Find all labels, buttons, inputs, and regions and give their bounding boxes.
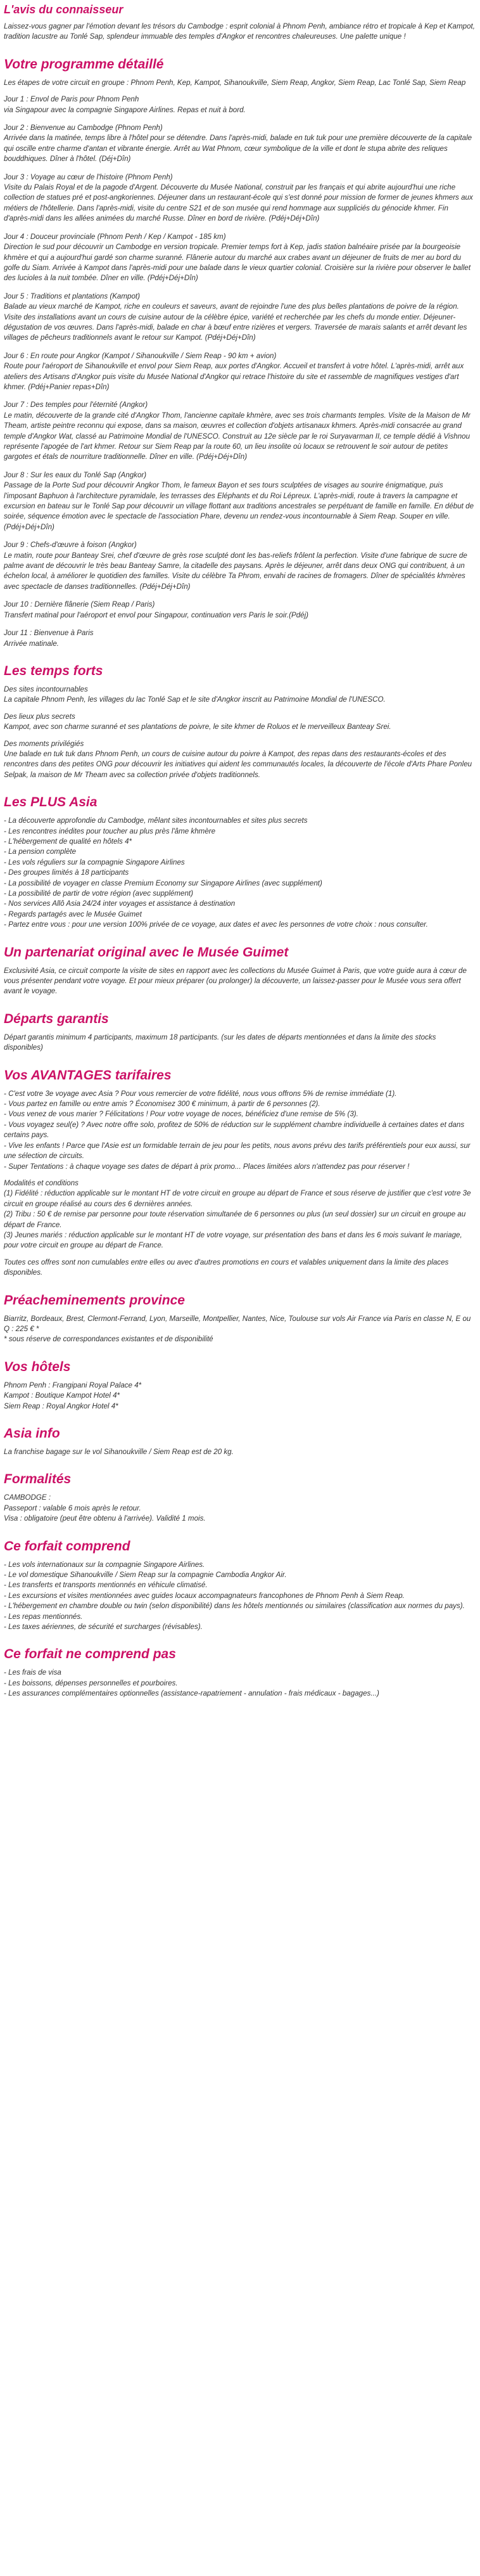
- day-list: [4, 94, 475, 649]
- day-heading: Jour 2 : Bienvenue au Cambodge (Phnom Penh): [4, 124, 163, 132]
- day-item: [4, 400, 475, 462]
- list-item: (2) Tribu : 50 € de remise par personne pour toute réservation simultanée de 6 personnes ou plus (un seul dossier) sur un circuit en groupe au départ de France.: [4, 1210, 466, 1229]
- avantages-footer: Toutes ces offres sont non cumulables entre elles ou avec d'autres promotions en cours et valables uniquement dans la limite des places disponibles.: [4, 1258, 449, 1277]
- list-item: - C'est votre 3e voyage avec Asia ? Pour vous remercier de votre fidélité, nous vous offrons 5% de remise immédiate (1).: [4, 1089, 397, 1098]
- day-heading: Jour 6 : En route pour Angkor (Kampot / Sihanoukville / Siem Reap - 90 km + avion): [4, 351, 277, 360]
- list-item: - Les transferts et transports mentionnés en véhicule climatisé.: [4, 1581, 208, 1590]
- section-title: Un partenariat original avec le Musée Guimet: [4, 944, 289, 960]
- formalites-line: CAMBODGE :: [4, 1493, 51, 1502]
- list-item: - Vous venez de vous marier ? Félicitations ! Pour votre voyage de noces, bénéficiez d'une remise de 5% (3).: [4, 1110, 358, 1119]
- day-description: Route pour l'aéroport de Sihanoukville et envol pour Siem Reap, aux portes d'Angkor. Accueil et transfert à votre hôtel. L'après-midi, arrêt aux ateliers des Artisans d'Angkor puis visite du Musée National d'Angkor qui retrace l'histoire du site et rassemble de magnifiques vestiges d'art khmer. (Pdéj+Panier repas+Dîn): [4, 362, 464, 391]
- day-heading: Jour 1 : Envol de Paris pour Phnom Penh: [4, 95, 139, 104]
- formalites-line: Visa : obligatoire (peut être obtenu à l'arrivée). Validité 1 mois.: [4, 1514, 206, 1523]
- list-item: - Super Tentations : à chaque voyage ses dates de départ à prix promo... Places limitées alors n'attendez pas pour réserver !: [4, 1162, 410, 1171]
- list-item: - Les vols réguliers sur la compagnie Singapore Airlines: [4, 858, 185, 866]
- list-item: - La découverte approfondie du Cambodge, mêlant sites incontournables et sites plus secrets: [4, 816, 308, 825]
- asia-info-text: La franchise bagage sur le vol Sihanoukville / Siem Reap est de 20 kg.: [4, 1448, 234, 1456]
- section-title: Ce forfait ne comprend pas: [4, 1647, 176, 1662]
- day-description: Passage de la Porte Sud pour découvrir Angkor Thom, le fameux Bayon et ses tours sculptées de visages au sourire énigmatique, puis l'imposant Baphuon à l'architecture pyramidale, les terrasses des Eléphants et du Roi Lépreux. L'après-midi, route à travers la campagne et excursion en bateau sur le Tonlé Sap pour découvrir un village flottant aux traditions ancestrales se perpétuant de famille en famille. En début de soirée, séquence émotion avec le spectacle de l'association Phare, devenu un rendez-vous incontournable à Siem Reap. Souper en ville. (Pdéj+Déj+Dîn): [4, 481, 474, 531]
- temps-fort-text: La capitale Phnom Penh, les villages du lac Tonlé Sap et le site d'Angkor inscrit au Patrimoine Mondial de l'UNESCO.: [4, 695, 386, 704]
- section-title: Formalités: [4, 1472, 72, 1487]
- section-title: Vos hôtels: [4, 1359, 71, 1374]
- day-description: Visite du Palais Royal et de la pagode d'Argent. Découverte du Musée National, construit par les français et qui abrite aujourd'hui une riche collection de statues pré et post-angkoriennes. Déjeuner dans un restaurant-école qui s'est donné pour mission de former de jeunes khmers aux métiers de l'hôtellerie. Dans l'après-midi, visite du centre S21 et de son musée qui rend hommage aux suppliciés du génocide khmer. Fin d'après-midi dans les allées animées du marché Russe. Dîner en bord de rivière. (Pdéj+Déj+Dîn): [4, 183, 473, 223]
- list-item: - Les boissons, dépenses personnelles et pourboires.: [4, 1678, 178, 1687]
- list-item: - L'hébergement en chambre double ou twin (selon disponibilité) dans les hôtels mentionnés ou similaires (classification aux normes du pays).: [4, 1602, 465, 1611]
- day-heading: Jour 10 : Dernière flânerie (Siem Reap / Paris): [4, 600, 155, 609]
- list-item: - La possibilité de partir de votre région (avec supplément): [4, 889, 194, 898]
- section-title: Les PLUS Asia: [4, 795, 98, 810]
- departs-text: Départ garantis minimum 4 participants, maximum 18 participants. (sur les dates de départs mentionnées et dans la limite des stocks disponibles): [4, 1033, 436, 1052]
- temps-fort-heading: Des moments privilégiés: [4, 739, 84, 748]
- section-ne-comprend: [4, 1646, 475, 1699]
- section-hotels: [4, 1359, 475, 1412]
- day-item: [4, 94, 475, 115]
- list-item: (1) Fidélité : réduction applicable sur le montant HT de votre circuit en groupe au départ de France et sous réserve de justifier que c'est votre 3e circuit en groupe réalisé au cours des 6 dernières années.: [4, 1189, 471, 1208]
- preacheminements-text: Biarritz, Bordeaux, Brest, Clermont-Ferrand, Lyon, Marseille, Montpellier, Nantes, Nice, Toulouse sur vols Air France via Paris en classe N, E ou Q : 225 € *: [4, 1314, 471, 1333]
- conditions-list: [4, 1188, 475, 1251]
- list-item: - Vous voyagez seul(e) ? Avec notre offre solo, profitez de 50% de réduction sur le supplément chambre individuelle à certaines dates et dans certains pays.: [4, 1120, 465, 1140]
- temps-fort-block: [4, 712, 475, 733]
- temps-fort-block: [4, 739, 475, 781]
- day-item: [4, 628, 475, 649]
- day-description: Le matin, route pour Banteay Srei, chef d'œuvre de grès rose sculpté dont les bas-reliefs frôlent la perfection. Visite d'une fabrique de sucre de palme avant de découvrir le très beau Banteay Samre, la citadelle des paysans. Après le déjeuner, arrêt dans deux ONG qui contribuent, à un échelon local, à améliorer le quotidien des familles. Visite du célèbre Ta Phrom, envahi de racines de fromagers. Dîner de spécialités khmères avec spectacle de danses traditionnelles. (Pdéj+Déj+Dîn): [4, 551, 467, 591]
- section-connaisseur: [4, 3, 475, 42]
- section-title: Ce forfait comprend: [4, 1538, 130, 1554]
- connaisseur-text: Laissez-vous gagner par l'émotion devant les trésors du Cambodge : esprit colonial à Phnom Penh, ambiance rétro et tropicale à Kep et Kampot, tradition lacustre au Tonlé Sap, splendeur immuable des temples d'Angkor et rencontres chaleureuses. Une palette unique !: [4, 22, 475, 41]
- section-guimet: [4, 944, 475, 997]
- day-heading: Jour 11 : Bienvenue à Paris: [4, 629, 94, 638]
- section-title: Préacheminements province: [4, 1292, 185, 1308]
- day-description: Arrivée dans la matinée, temps libre à l'hôtel pour se détendre. Dans l'après-midi, balade en tuk tuk pour une première découverte de la capitale qui oscille entre charme d'antan et vibrante énergie. Arrêt au Wat Phnom, cœur symbolique de la ville et dont le stupa abrite des reliques bouddhiques. Dîner à l'hôtel. (Déj+Dîn): [4, 134, 472, 164]
- temps-fort-text: Kampot, avec son charme suranné et ses plantations de poivre, le site khmer de Roluos et le merveilleux Banteay Srei.: [4, 723, 391, 731]
- avantages-list: [4, 1089, 475, 1172]
- section-avantages: [4, 1067, 475, 1278]
- day-item: [4, 292, 475, 344]
- day-description: Balade au vieux marché de Kampot, riche en couleurs et saveurs, avant de rejoindre l'une des plus belles plantations de poivre de la région. Visite des installations avant un cours de cuisine autour de la célèbre épice, variété et recherchée par les chefs du monde entier. Déjeuner-dégustation de vos œuvres. Dans l'après-midi, balade en char à bœuf entre rizières et vergers. Traversée de marais salants et arrêt devant les villages de pêcheurs traditionnels avant le retour sur Kampot. (Pdéj+Déj+Dîn): [4, 302, 467, 342]
- section-title: Asia info: [4, 1426, 60, 1441]
- list-item: (3) Jeunes mariés : réduction applicable sur le montant HT de votre voyage, sur présentation des bans et dans les 6 mois suivant le mariage, pour votre circuit en groupe au départ de France.: [4, 1230, 462, 1250]
- day-description: Le matin, découverte de la grande cité d'Angkor Thom, l'ancienne capitale khmère, avec ses trois charmants temples. Visite de la Maison de Mr Theam, artiste peintre reconnu qui expose, dans sa maison, œuvres et collection d'objets artisanaux khmers. Après-midi consacrée au grand temple d'Angkor Wat, classé au Patrimoine Mondial de l'UNESCO. Construit au 12e siècle par le roi Suryavarman II, ce temple dédié à Vishnou représente l'apogée de l'art khmer. Retour sur Siem Reap par la route 60, un lieu insolite où locaux se retrouvent le soir autour de petites gargotes et étals de nourriture traditionnelle. Dîner en ville. (Pdéj+Déj+Dîn): [4, 411, 471, 461]
- list-item: - Les vols internationaux sur la compagnie Singapore Airlines.: [4, 1560, 205, 1569]
- day-item: [4, 470, 475, 532]
- day-heading: Jour 9 : Chefs-d'œuvre à foison (Angkor): [4, 541, 137, 550]
- day-heading: Jour 8 : Sur les eaux du Tonlé Sap (Angkor): [4, 470, 147, 479]
- list-item: - Les frais de visa: [4, 1668, 61, 1677]
- list-item: - Les assurances complémentaires optionnelles (assistance-rapatriement - annulation - frais médicaux - bagages...): [4, 1689, 379, 1698]
- day-item: [4, 232, 475, 284]
- list-item: - Nos services Allô Asia 24/24 inter voyages et assistance à destination: [4, 899, 236, 908]
- list-item: - Partez entre vous : pour une version 100% privée de ce voyage, aux dates et avec les personnes de votre choix : nous consulter.: [4, 920, 428, 929]
- list-item: - Les rencontres inédites pour toucher au plus près l'âme khmère: [4, 827, 216, 835]
- formalites-line: Passeport : valable 6 mois après le retour.: [4, 1504, 141, 1512]
- temps-fort-heading: Des sites incontournables: [4, 685, 88, 693]
- list-item: - La possibilité de voyager en classe Premium Economy sur Singapore Airlines (avec supplément): [4, 879, 322, 887]
- conditions-heading: Modalités et conditions: [4, 1178, 79, 1187]
- day-item: [4, 172, 475, 224]
- section-title: L'avis du connaisseur: [4, 3, 123, 16]
- list-item: - Regards partagés avec le Musée Guimet: [4, 910, 142, 918]
- hotel-item: Siem Reap : Royal Angkor Hotel 4*: [4, 1401, 118, 1410]
- day-heading: Jour 7 : Des temples pour l'éternité (Angkor): [4, 401, 148, 409]
- temps-fort-text: Une balade en tuk tuk dans Phnom Penh, un cours de cuisine autour du poivre à Kampot, des repas dans des restaurants-écoles et des rencontres dans des petites ONG pour découvrir les initiatives qui aident les communautés locales, la découverte de l'école d'Arts Phare Ponleu Selpak, la maison de Mr Theam avec sa collection privée d'objets traditionnels.: [4, 749, 472, 779]
- list-item: - Vive les enfants ! Parce que l'Asie est un formidable terrain de jeu pour les petits, nous avons prévu des tarifs préférentiels pour eux aussi, sur une sélection de circuits.: [4, 1141, 471, 1161]
- day-heading: Jour 3 : Voyage au cœur de l'histoire (Phnom Penh): [4, 172, 173, 181]
- section-departs: [4, 1011, 475, 1053]
- list-item: - Les taxes aériennes, de sécurité et surcharges (révisables).: [4, 1623, 203, 1632]
- day-description: Arrivée matinale.: [4, 639, 59, 648]
- day-heading: Jour 5 : Traditions et plantations (Kampot): [4, 292, 141, 300]
- section-comprend: [4, 1538, 475, 1633]
- list-item: - Les excursions et visites mentionnées avec guides locaux accompagnateurs francophones de Phnom Penh à Siem Reap.: [4, 1591, 405, 1600]
- section-temps-forts: [4, 663, 475, 780]
- list-item: - L'hébergement de qualité en hôtels 4*: [4, 837, 132, 846]
- programme-intro: Les étapes de votre circuit en groupe : Phnom Penh, Kep, Kampot, Sihanoukville, Siem Reap, Angkor, Siem Reap, Lac Tonlé Sap, Siem Reap: [4, 78, 466, 87]
- temps-fort-block: [4, 685, 475, 705]
- hotel-item: Phnom Penh : Frangipani Royal Palace 4*: [4, 1381, 142, 1389]
- list-item: - Des groupes limités à 18 participants: [4, 868, 129, 877]
- section-title: Départs garantis: [4, 1011, 109, 1026]
- day-item: [4, 351, 475, 393]
- list-item: - Vous partez en famille ou entre amis ? Économisez 300 € minimum, à partir de 6 personnes (2).: [4, 1100, 320, 1109]
- hotel-item: Kampot : Boutique Kampot Hotel 4*: [4, 1391, 120, 1400]
- plus-list: [4, 816, 475, 930]
- day-description: Direction le sud pour découvrir un Cambodge en version tropicale. Premier temps fort à Kep, jadis station balnéaire prisée par la bourgeoisie khmère et qui a aujourd'hui gardé son charme suranné. Flânerie autour du marché aux crabes avant un déjeuner de fruits de mer au bord du golfe du Siam. Arrivée à Kampot dans l'après-midi pour une balade dans le vieux quartier colonial. Croisière sur la rivière pour observer le ballet des lucioles à la nuit tombée. Dîner en ville. (Pdéj+Déj+Dîn): [4, 243, 471, 283]
- section-title: Votre programme détaillé: [4, 56, 164, 72]
- temps-fort-heading: Des lieux plus secrets: [4, 712, 75, 721]
- day-description: via Singapour avec la compagnie Singapore Airlines. Repas et nuit à bord.: [4, 105, 246, 114]
- section-programme: [4, 56, 475, 649]
- list-item: - Les repas mentionnés.: [4, 1612, 83, 1621]
- section-asia-info: [4, 1426, 475, 1457]
- day-description: Transfert matinal pour l'aéroport et envol pour Singapour, continuation vers Paris le soir.(Pdéj): [4, 610, 309, 619]
- guimet-text: Exclusivité Asia, ce circuit comporte la visite de sites en rapport avec les collections du Musée Guimet à Paris, que votre guide aura à cœur de vous présenter pendant votre voyage. Et pour mieux préparer (ou prolonger) la découverte, un laissez-passer pour le Musée vous sera offert avant le voyage.: [4, 966, 467, 996]
- section-title: Les temps forts: [4, 663, 103, 678]
- section-preacheminements: [4, 1292, 475, 1345]
- day-item: [4, 600, 475, 621]
- section-plus-asia: [4, 794, 475, 930]
- section-formalites: [4, 1471, 475, 1524]
- day-heading: Jour 4 : Douceur provinciale (Phnom Penh / Kep / Kampot - 185 km): [4, 232, 226, 241]
- day-item: [4, 123, 475, 165]
- preacheminements-note: * sous réserve de correspondances existantes et de disponibilité: [4, 1335, 213, 1344]
- day-item: [4, 540, 475, 592]
- list-item: - La pension complète: [4, 847, 77, 856]
- section-title: Vos AVANTAGES tarifaires: [4, 1067, 172, 1083]
- list-item: - Le vol domestique Sihanoukville / Siem Reap sur la compagnie Cambodia Angkor Air.: [4, 1571, 287, 1580]
